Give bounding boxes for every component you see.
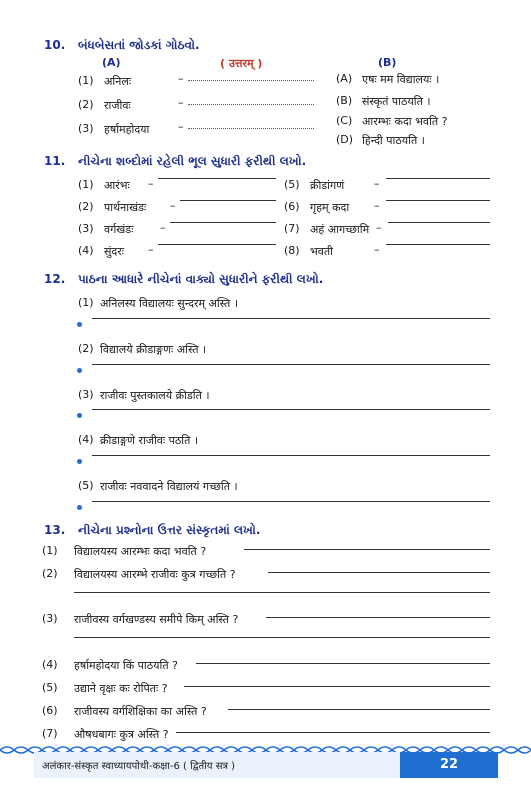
- answer-column-header: ( उत्तरम् ): [220, 57, 263, 70]
- bullet-dot: [77, 505, 82, 510]
- match-item-a-2: राजीवः: [104, 99, 131, 112]
- answer-line[interactable]: [92, 364, 490, 365]
- answer-line[interactable]: [196, 663, 490, 664]
- word-item-number: (8): [284, 244, 300, 257]
- sentence-item: क्रीडाङ्गणे राजीवः पठति ।: [100, 434, 199, 447]
- question-11-title: નીચેના શબ્દોમાં રહેલી ભૂલ સુધારી ફરીથી લખો.: [78, 154, 307, 168]
- sentence-item-number: (3): [78, 388, 94, 401]
- answer-line[interactable]: [158, 244, 276, 245]
- word-item-number: (7): [284, 222, 300, 235]
- match-item-b-c: आरम्भः कदा भवति ?: [362, 115, 448, 128]
- bullet-dot: [77, 368, 82, 373]
- word-dash: –: [148, 243, 154, 256]
- match-item-a-2-number: (2): [78, 98, 94, 111]
- question-13-number: 13.: [44, 523, 66, 537]
- question-item-number: (5): [42, 681, 58, 694]
- book-title: अलंकार-संस्कृत स्वाध्यायपोथी-कक्षा-6 ( द्वितीय सत्र ): [42, 761, 236, 772]
- answer-line[interactable]: [92, 318, 490, 319]
- match-item-a-1-number: (1): [78, 74, 94, 87]
- word-item: गृहम् कदा: [310, 201, 350, 214]
- word-item: अहं आगच्छामि: [310, 223, 370, 236]
- match-item-a-3: हर्षामहोदया: [104, 123, 150, 136]
- word-item-number: (6): [284, 200, 300, 213]
- sentence-item-number: (2): [78, 342, 94, 355]
- bullet-dot: [77, 459, 82, 464]
- match-item-b-d-number: (D): [336, 133, 354, 146]
- page-number: 22: [400, 752, 498, 778]
- match-dash: –: [178, 72, 184, 85]
- question-13-title: નીચેના પ્રશ્નોના ઉત્તર સંસ્કૃતમાં લખો.: [78, 523, 261, 537]
- sentence-item: विद्यालये क्रीडाङ्गणः अस्ति ।: [100, 343, 207, 356]
- match-item-b-b: संस्कृतं पाठयति ।: [362, 95, 431, 108]
- question-item: विद्यालयस्य आरम्भे राजीवः कुत्र गच्छति ?: [74, 568, 236, 581]
- word-item: आरंभः: [104, 179, 130, 192]
- answer-line[interactable]: [188, 80, 314, 81]
- column-b-header: (B): [378, 56, 397, 69]
- word-item-number: (5): [284, 178, 300, 191]
- word-item-number: (3): [78, 222, 94, 235]
- word-item-number: (2): [78, 200, 94, 213]
- answer-line[interactable]: [158, 178, 276, 179]
- question-item-number: (6): [42, 704, 58, 717]
- answer-line[interactable]: [188, 128, 314, 129]
- answer-line[interactable]: [92, 501, 490, 502]
- word-dash: –: [148, 177, 154, 190]
- bullet-dot: [77, 322, 82, 327]
- question-item: राजीवस्य वर्गखण्डस्य समीपे किम् अस्ति ?: [74, 613, 239, 626]
- answer-line[interactable]: [188, 104, 314, 105]
- word-dash: –: [374, 199, 380, 212]
- bullet-dot: [77, 413, 82, 418]
- answer-line[interactable]: [92, 455, 490, 456]
- sentence-item-number: (5): [78, 479, 94, 492]
- question-item-number: (7): [42, 727, 58, 740]
- answer-line[interactable]: [388, 222, 490, 223]
- answer-line[interactable]: [386, 200, 490, 201]
- word-item: पार्थनाखंडः: [104, 201, 147, 214]
- answer-line[interactable]: [268, 572, 490, 573]
- question-item-number: (2): [42, 567, 58, 580]
- sentence-item: राजीवः नववादने विद्यालयं गच्छति ।: [100, 480, 238, 493]
- word-item-number: (4): [78, 244, 94, 257]
- sentence-item-number: (1): [78, 296, 94, 309]
- word-item-number: (1): [78, 178, 94, 191]
- answer-line[interactable]: [176, 732, 490, 733]
- question-item: उद्याने वृक्षः कः रोपितः ?: [74, 682, 168, 695]
- match-item-a-3-number: (3): [78, 122, 94, 135]
- word-dash: –: [170, 199, 176, 212]
- answer-line[interactable]: [386, 244, 490, 245]
- question-item-number: (1): [42, 544, 58, 557]
- word-item: सुंदरः: [104, 245, 124, 258]
- match-dash: –: [178, 120, 184, 133]
- answer-line[interactable]: [386, 178, 490, 179]
- match-item-b-d: हिन्दी पाठयति ।: [362, 134, 425, 147]
- question-12-number: 12.: [44, 272, 66, 286]
- question-item-number: (4): [42, 658, 58, 671]
- answer-line[interactable]: [266, 617, 490, 618]
- answer-line[interactable]: [228, 709, 490, 710]
- question-10-title: બંધબેસતાં જોડકાં ગોઠવો.: [78, 38, 200, 52]
- match-item-b-a-number: (A): [336, 72, 353, 85]
- question-item: राजीवस्य वर्गशिक्षिका का अस्ति ?: [74, 705, 207, 718]
- column-a-header: (A): [102, 56, 121, 69]
- answer-line[interactable]: [244, 549, 490, 550]
- question-item: हर्षामहोदया किं पाठयति ?: [74, 659, 178, 672]
- question-item-number: (3): [42, 612, 58, 625]
- answer-line[interactable]: [184, 686, 490, 687]
- answer-line[interactable]: [170, 222, 276, 223]
- answer-line[interactable]: [74, 592, 490, 593]
- match-item-a-1: अनिलः: [104, 75, 132, 88]
- answer-line[interactable]: [180, 200, 276, 201]
- question-item: औषधबागः कुत्र अस्ति ?: [74, 728, 169, 741]
- question-item: विद्यालयस्य आरम्भः कदा भवति ?: [74, 545, 207, 558]
- match-item-b-c-number: (C): [336, 114, 353, 127]
- answer-line[interactable]: [74, 637, 490, 638]
- match-item-b-b-number: (B): [336, 94, 353, 107]
- sentence-item: अनिलस्य विद्यालयः सुन्दरम् अस्ति ।: [100, 297, 238, 310]
- question-12-title: પાઠના આધારે નીચેનાં વાક્યો સુધારીને ફરીથી લખો.: [78, 272, 324, 286]
- answer-line[interactable]: [92, 409, 490, 410]
- word-dash: –: [374, 243, 380, 256]
- page-footer: [34, 752, 498, 778]
- word-dash: –: [160, 221, 166, 234]
- word-dash: –: [376, 221, 382, 234]
- word-dash: –: [374, 177, 380, 190]
- sentence-item: राजीवः पुस्तकालये क्रीडति ।: [100, 389, 210, 402]
- sentence-item-number: (4): [78, 433, 94, 446]
- match-dash: –: [178, 96, 184, 109]
- question-11-number: 11.: [44, 154, 66, 168]
- question-10-number: 10.: [44, 38, 66, 52]
- word-item: क्रीडांगणं: [310, 179, 345, 192]
- match-item-b-a: एषः मम विद्यालयः ।: [362, 73, 440, 86]
- word-item: भवती: [310, 245, 333, 258]
- word-item: वर्गखंडः: [104, 223, 134, 236]
